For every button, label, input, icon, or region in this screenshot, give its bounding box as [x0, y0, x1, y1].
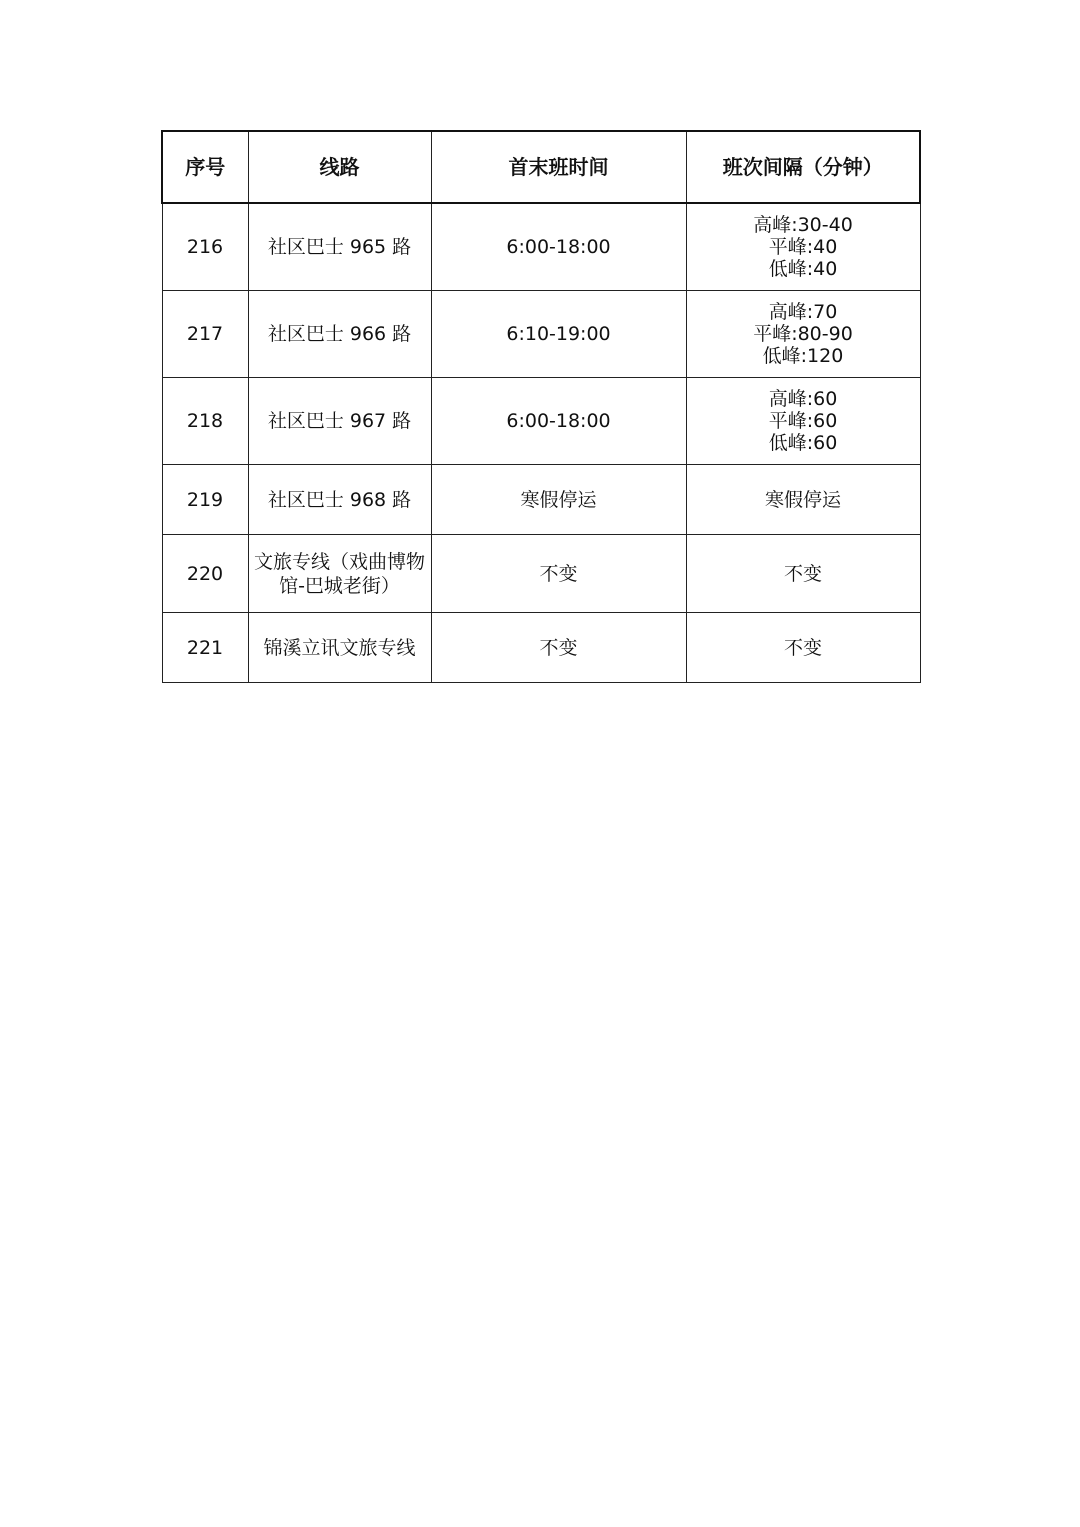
cell-route: 社区巴士 965 路 — [248, 203, 431, 291]
cell-serial: 216 — [162, 203, 248, 291]
cell-time: 6:00-18:00 — [431, 203, 686, 291]
cell-route: 社区巴士 967 路 — [248, 378, 431, 465]
cell-time: 不变 — [431, 613, 686, 683]
cell-time: 6:00-18:00 — [431, 378, 686, 465]
interval-low: 低峰:60 — [768, 432, 838, 454]
header-route: 线路 — [248, 131, 431, 203]
header-first-last-time: 首末班时间 — [431, 131, 686, 203]
interval-flat: 平峰:40 — [768, 236, 838, 258]
interval-flat: 平峰:60 — [768, 410, 838, 432]
cell-interval — [686, 291, 920, 378]
cell-serial: 217 — [162, 291, 248, 378]
cell-route: 社区巴士 968 路 — [248, 465, 431, 535]
cell-route — [248, 535, 431, 613]
table-row — [162, 291, 920, 378]
interval-flat: 平峰:80-90 — [753, 323, 853, 345]
table-row — [162, 535, 920, 613]
cell-interval: 不变 — [686, 535, 920, 613]
table-row — [162, 378, 920, 465]
table-row — [162, 465, 920, 535]
cell-interval — [686, 203, 920, 291]
interval-peak: 高峰:60 — [768, 388, 838, 410]
cell-route — [248, 613, 431, 683]
cell-serial: 218 — [162, 378, 248, 465]
cell-route: 社区巴士 966 路 — [248, 291, 431, 378]
cell-interval: 寒假停运 — [686, 465, 920, 535]
cell-serial: 220 — [162, 535, 248, 613]
interval-low: 低峰:40 — [768, 258, 838, 280]
cell-serial: 219 — [162, 465, 248, 535]
cell-time: 寒假停运 — [431, 465, 686, 535]
cell-interval: 不变 — [686, 613, 920, 683]
route-text: 文旅专线（戏曲博物馆-巴城老街） — [253, 550, 425, 597]
interval-peak: 高峰:70 — [768, 301, 838, 323]
interval-low: 低峰:120 — [762, 345, 844, 367]
cell-serial: 221 — [162, 613, 248, 683]
table-header-row — [162, 131, 920, 203]
bus-schedule-table — [161, 130, 921, 683]
route-text: 锦溪立讯文旅专线 — [263, 636, 416, 659]
header-serial: 序号 — [162, 131, 248, 203]
cell-time: 不变 — [431, 535, 686, 613]
interval-peak: 高峰:30-40 — [753, 214, 853, 236]
table-row — [162, 203, 920, 291]
header-interval: 班次间隔（分钟） — [686, 131, 920, 203]
cell-time: 6:10-19:00 — [431, 291, 686, 378]
cell-interval — [686, 378, 920, 465]
table-row — [162, 613, 920, 683]
